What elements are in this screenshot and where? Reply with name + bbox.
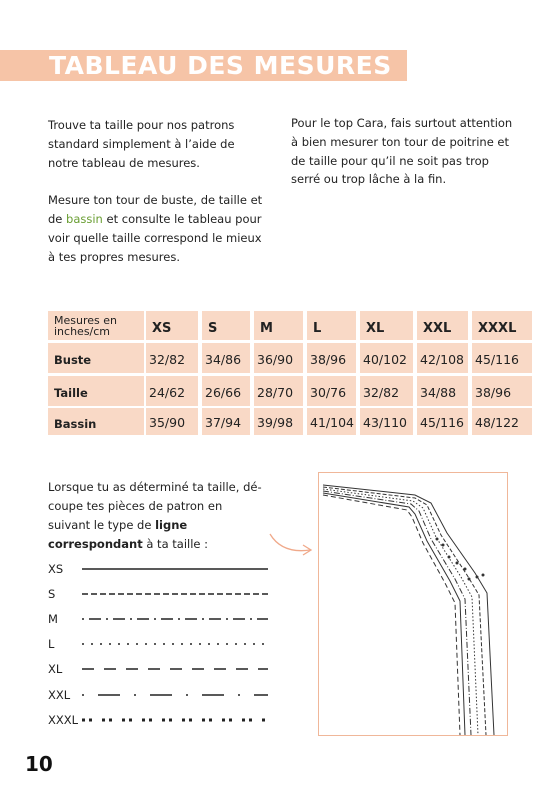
table-cell: 45/116 — [472, 343, 532, 373]
legend-item — [48, 710, 278, 730]
legend-line-sample — [82, 691, 268, 699]
legend-item — [48, 685, 278, 705]
table-cell: 34/86 — [202, 343, 250, 373]
table-row-label: Bassin — [48, 408, 144, 435]
legend-item — [48, 609, 278, 629]
legend-line-sample — [82, 615, 268, 623]
legend-size-label: XS — [48, 562, 64, 576]
table-size-header: S — [202, 311, 250, 340]
legend-size-label: XXXL — [48, 713, 79, 727]
legend-size-label: S — [48, 587, 56, 601]
intro-left — [48, 116, 268, 285]
intro-right-text: Pour le top Cara, fais surtout attention à bien mesurer ton tour de poitrine et de taille pour qu’il ne soit pas trop serré ou trop lâche à la fin. — [291, 116, 513, 187]
table-cell: 39/98 — [254, 408, 303, 435]
instructions-bold: ligne correspondant — [48, 518, 188, 551]
intro-p2-highlight: bassin — [66, 211, 103, 226]
table-cell: 26/66 — [202, 376, 250, 406]
table-cell: 37/94 — [202, 408, 250, 435]
legend-size-label: XL — [48, 662, 63, 676]
table-cell: 48/122 — [472, 408, 532, 435]
table-size-header: L — [307, 311, 356, 340]
table-cell: 43/110 — [360, 408, 413, 435]
legend-line-sample — [82, 565, 268, 573]
legend-size-label: XXL — [48, 688, 71, 702]
legend-size-label: M — [48, 612, 58, 626]
table-size-header: XXL — [417, 311, 468, 340]
intro-p2-before: Mesure ton tour de buste, de taille et de — [48, 193, 263, 226]
table-size-header: XS — [146, 311, 198, 340]
intro-p2-after: et consulte le tableau pour voir quelle taille correspond le mieux à tes propres mesures. — [48, 211, 262, 264]
page-title: TABLEAU DES MESURES — [49, 51, 392, 80]
table-size-header: M — [254, 311, 303, 340]
table-cell: 45/116 — [417, 408, 468, 435]
table-corner-label: Mesures en inches/cm — [48, 311, 144, 340]
table-size-header: XXXL — [472, 311, 532, 340]
table-size-header: XL — [360, 311, 413, 340]
table-cell: 28/70 — [254, 376, 303, 406]
legend-line-sample — [82, 640, 268, 648]
intro-paragraph-1: Trouve ta taille pour nos patrons standard simplement à l’aide de notre tableau de mesures. — [48, 118, 235, 170]
table-cell: 38/96 — [307, 343, 356, 373]
pattern-diagram — [318, 472, 508, 736]
table-cell: 34/88 — [417, 376, 468, 406]
legend-item — [48, 584, 278, 604]
pointer-arrow-icon — [268, 520, 318, 560]
legend-item — [48, 659, 278, 679]
table-cell: 41/104 — [307, 408, 356, 435]
table-cell: 42/108 — [417, 343, 468, 373]
table-cell: 36/90 — [254, 343, 303, 373]
table-cell: 32/82 — [146, 343, 198, 373]
intro-paragraph-2 — [48, 191, 268, 266]
instructions-before: Lorsque tu as déterminé ta taille, dé-coupe tes pièces de patron en suivant le type de — [48, 480, 262, 532]
intro-right — [291, 114, 516, 208]
legend-size-label: L — [48, 637, 55, 651]
legend-line-sample — [82, 716, 268, 724]
table-cell: 24/62 — [146, 376, 198, 406]
table-cell: 35/90 — [146, 408, 198, 435]
legend-item — [48, 634, 278, 654]
table-row-label: Taille — [48, 376, 144, 406]
table-cell: 38/96 — [472, 376, 532, 406]
legend-line-sample — [82, 590, 268, 598]
table-cell: 40/102 — [360, 343, 413, 373]
legend-item — [48, 559, 278, 579]
page-number: 10 — [25, 752, 53, 776]
legend-line-sample — [82, 665, 268, 673]
table-cell: 32/82 — [360, 376, 413, 406]
table-row-label: Buste — [48, 343, 144, 373]
instructions-after: à ta taille : — [142, 537, 209, 551]
pattern-piece-illustration — [319, 473, 507, 735]
cutting-instructions — [48, 478, 263, 554]
table-cell: 30/76 — [307, 376, 356, 406]
